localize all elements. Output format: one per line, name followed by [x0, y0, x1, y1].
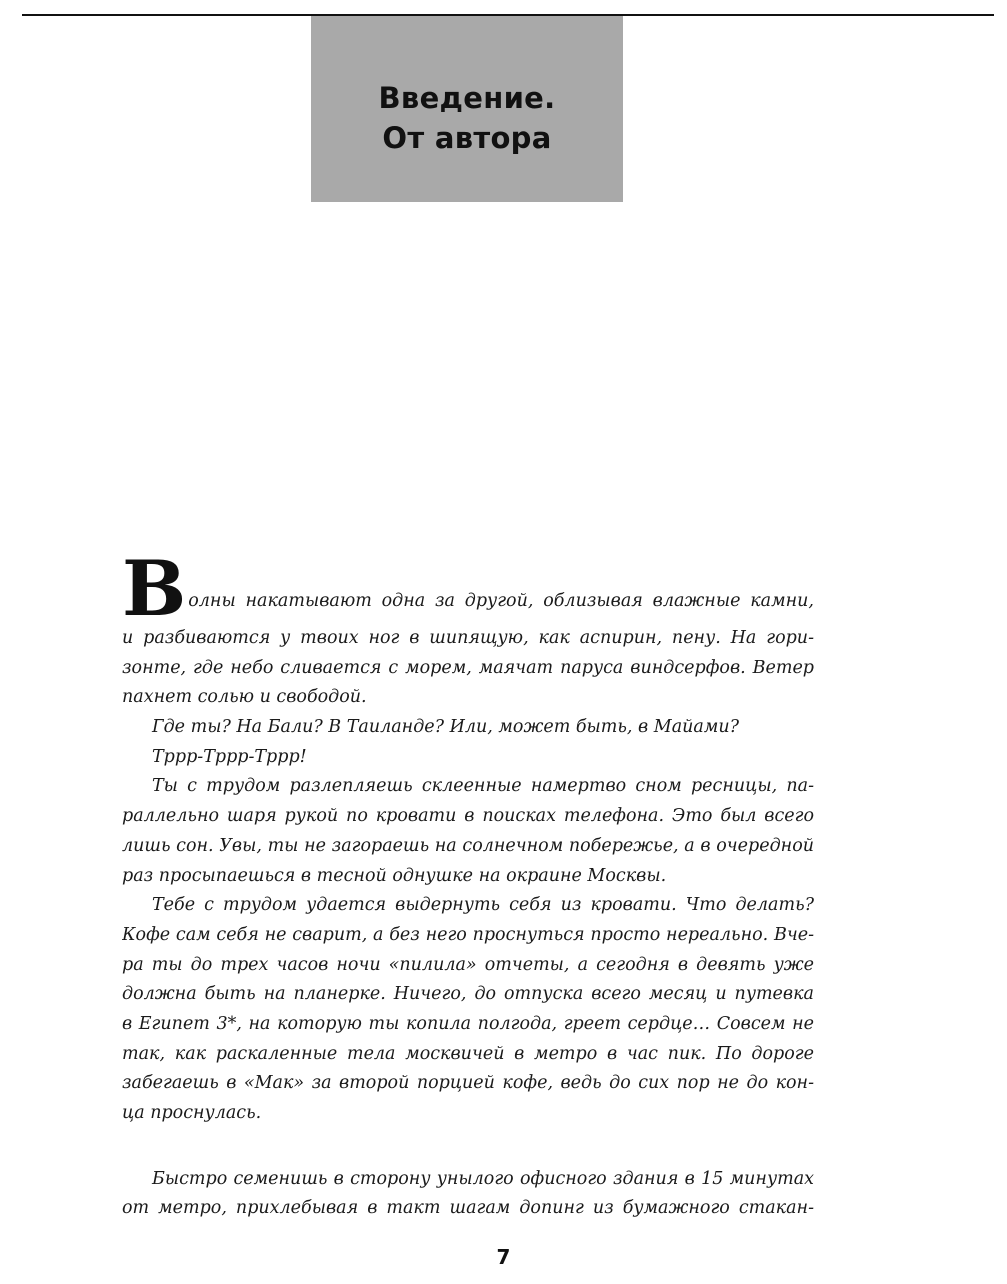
text-line: Кофе сам себя не сварит, а без него проснуться просто нереально. Вче- — [122, 924, 814, 945]
text-line: и разбиваются у твоих ног в шипящую, как аспирин, пену. На гори- — [122, 628, 814, 648]
text-line: Ты с трудом разлепляешь склеенные намертво сном ресницы, па- — [152, 776, 814, 797]
text-line: должна быть на планерке. Ничего, до отпуска всего месяц и путевка — [122, 984, 814, 1005]
text-line: олны накатывают одна за другой, облизывая влажные камни, — [188, 591, 814, 612]
chapter-title-line-1: Введение. — [378, 81, 556, 115]
text-line: так, как раскаленные тела москвичей в метро в час пик. По дороге — [122, 1043, 814, 1064]
text-line: ца проснулась. — [122, 1103, 262, 1123]
text-line: ра ты до трех часов ночи «пилила» отчеты, а сегодня в девять уже — [122, 954, 814, 975]
text-line: забегаешь в «Мак» за второй порцией кофе, ведь до сих пор не до кон- — [122, 1073, 814, 1094]
section-gap — [122, 1129, 814, 1165]
page-number: 7 — [496, 1245, 511, 1269]
text-line: раз просыпаешься в тесной однушке на окраине Москвы. — [122, 865, 667, 886]
paragraph-1-first-line — [122, 544, 814, 633]
text-line: лишь сон. Увы, ты не загораешь на солнечном побережье, а в очередной — [122, 835, 814, 856]
text-line: раллельно шаря рукой по кровати в поисках телефона. Это был всего — [122, 806, 814, 827]
drop-cap: В — [122, 544, 187, 633]
body-text — [122, 544, 814, 1224]
text-line: зонте, где небо сливается с морем, маячат паруса виндсерфов. Ветер — [122, 657, 814, 678]
text-line: Где ты? На Бали? В Таиланде? Или, может быть, в Майами? — [152, 717, 739, 738]
text-line: от метро, прихлебывая в такт шагам допинг из бумажного стакан- — [122, 1198, 814, 1219]
chapter-title-line-2: От автора — [382, 121, 552, 155]
text-line: Быстро семенишь в сторону унылого офисного здания в 15 минутах — [152, 1168, 814, 1189]
text-line: Тебе с трудом удается выдернуть себя из кровати. Что делать? — [152, 895, 814, 916]
text-line: пахнет солью и свободой. — [122, 687, 367, 708]
chapter-heading-box — [311, 16, 623, 202]
text-line: Тррр-Тррр-Тррр! — [152, 746, 307, 767]
text-line: в Египет 3*, на которую ты копила полгода, греет сердце… Совсем не — [122, 1013, 814, 1034]
